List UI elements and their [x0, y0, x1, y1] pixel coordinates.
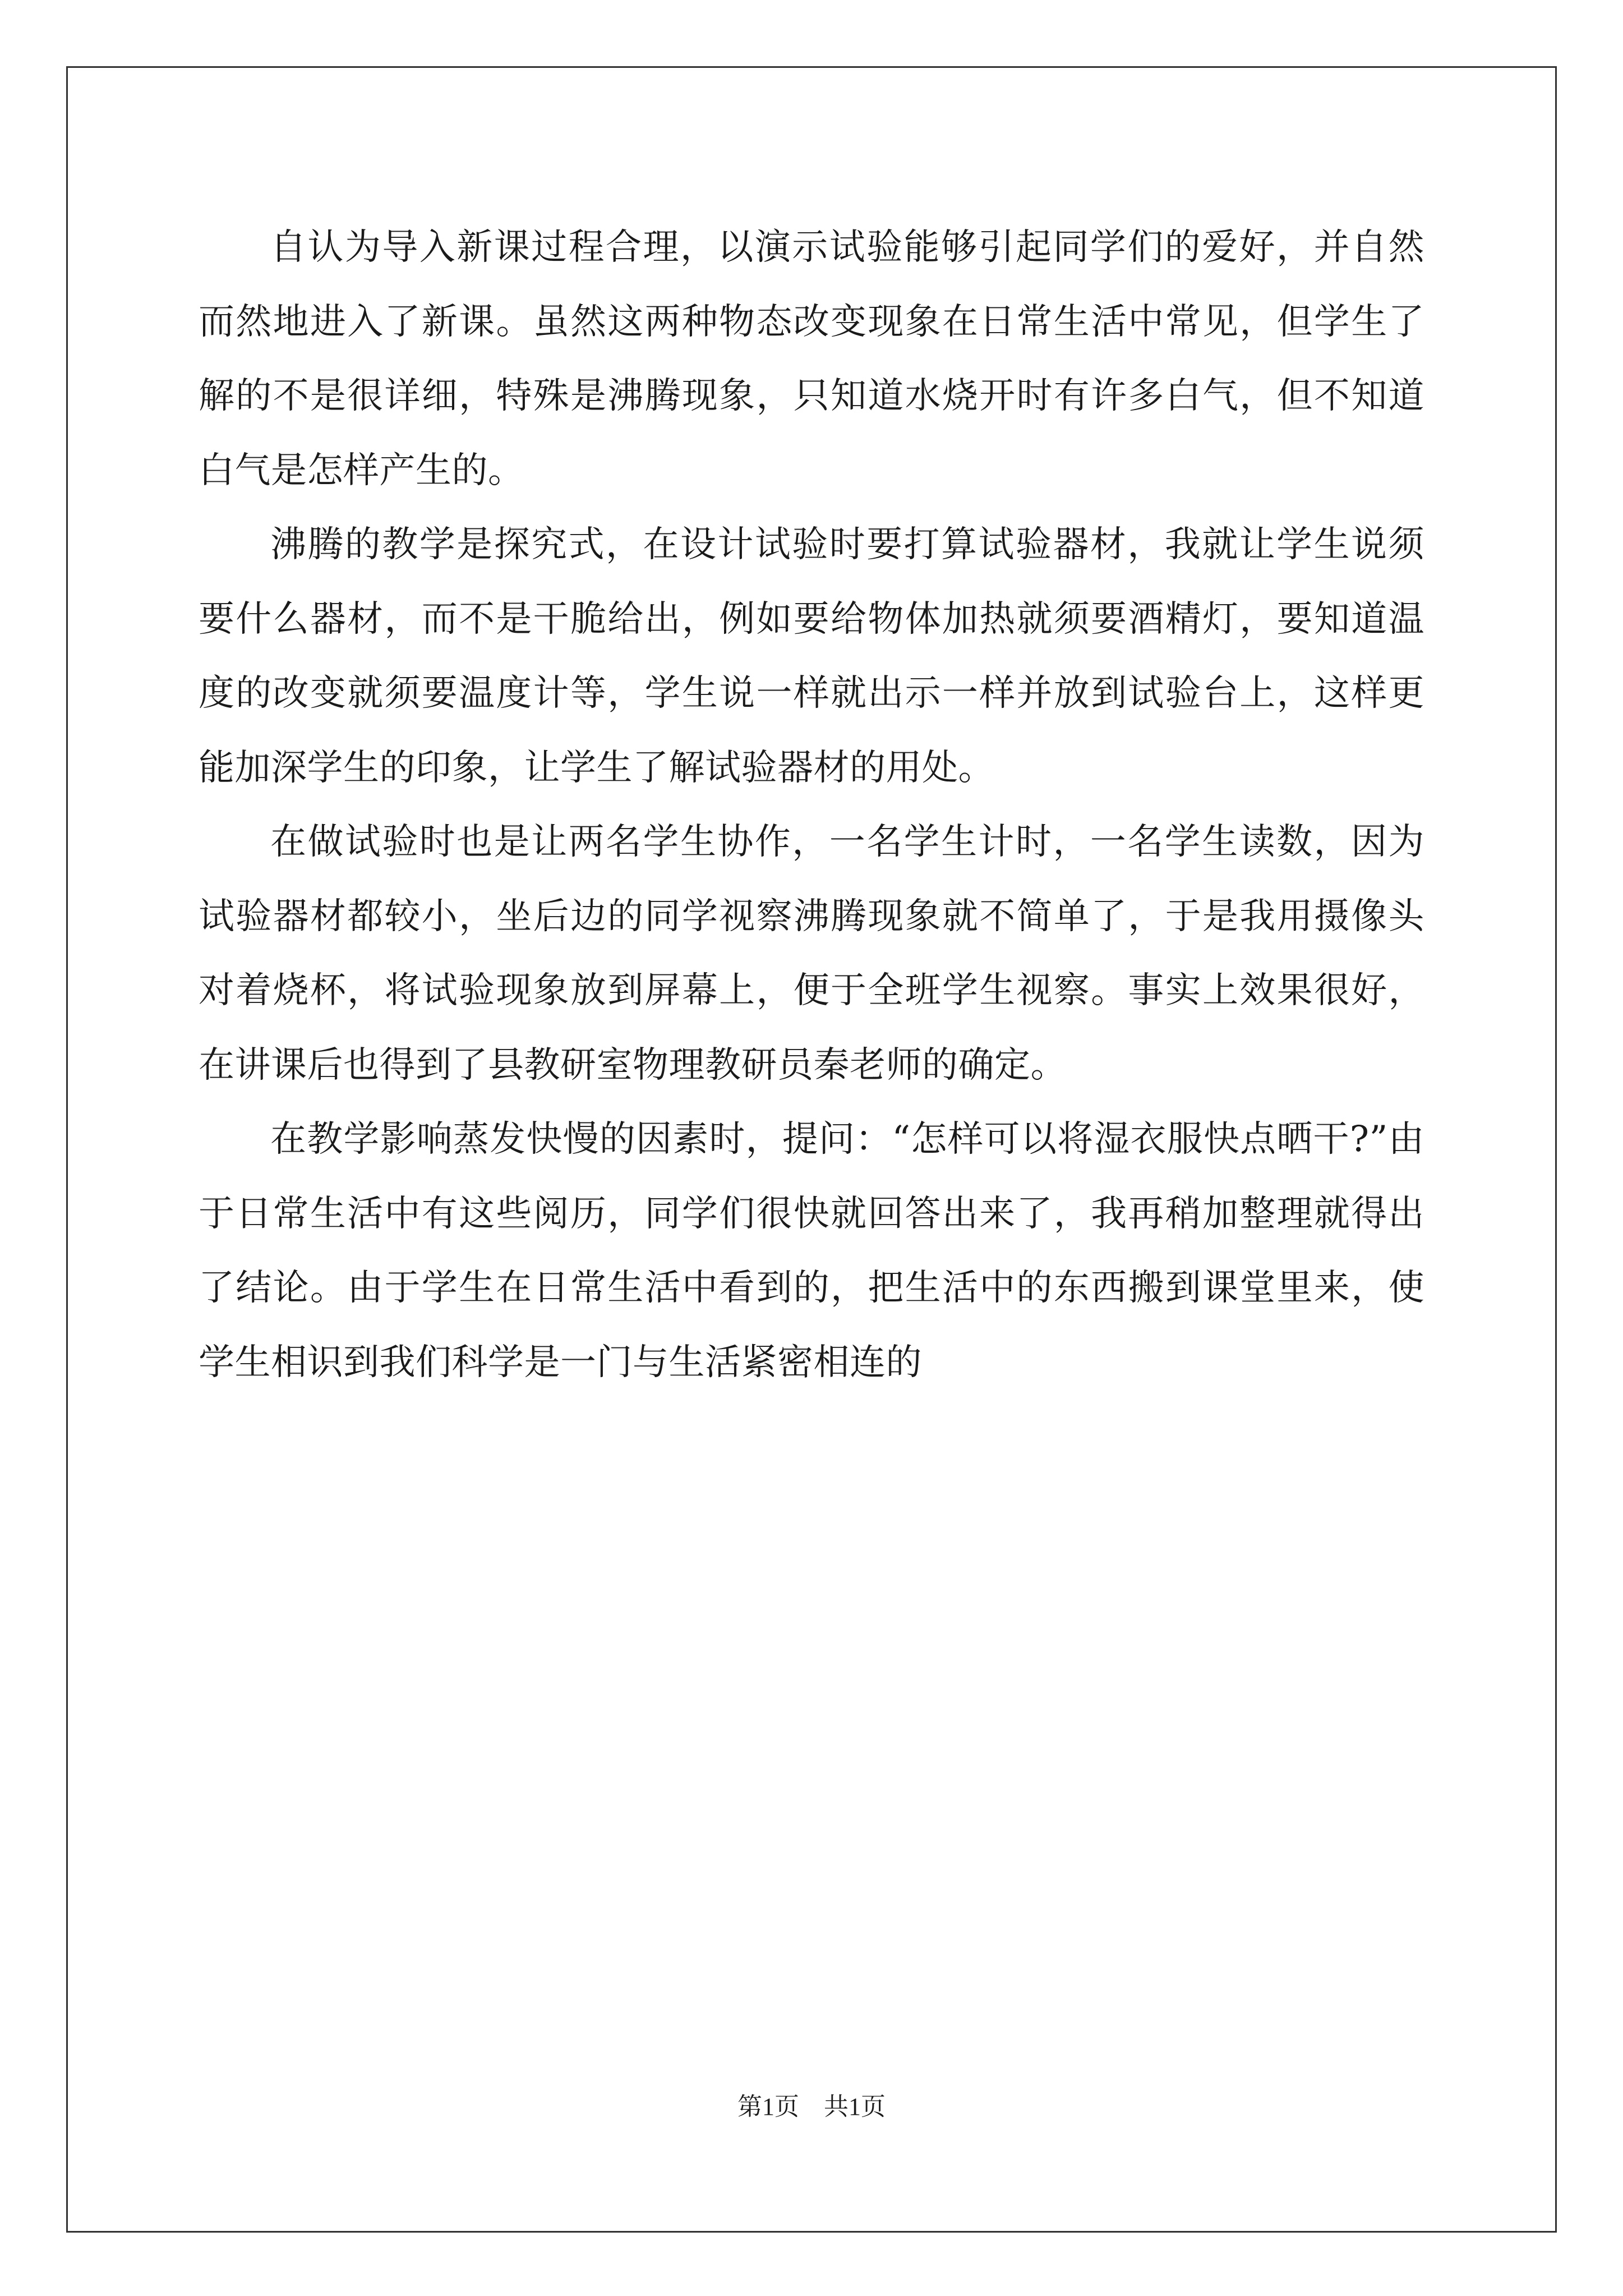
paragraph: 自认为导入新课过程合理，以演示试验能够引起同学们的爱好，并自然而然地进入了新课。虽然这两种物态改变现象在日常生活中常见，但学生了解的不是很详细，特殊是沸腾现象，只知道水烧开时有许多白气，但不知道白气是怎样产生的。: [199, 227, 1424, 491]
paragraph: 沸腾的教学是探究式，在设计试验时要打算试验器材，我就让学生说须要什么器材，而不是干脆给出，例如要给物体加热就须要酒精灯，要知道温度的改变就须要温度计等，学生说一样就出示一样并放到试验台上，这样更能加深学生的印象，让学生了解试验器材的用处。: [199, 524, 1424, 789]
page-footer: 第1页 共1页: [737, 2093, 886, 2120]
document-body: [199, 210, 1424, 1400]
paragraph: 在做试验时也是让两名学生协作，一名学生计时，一名学生读数，因为试验器材都较小，坐后边的同学视察沸腾现象就不简单了，于是我用摄像头对着烧杯，将试验现象放到屏幕上，便于全班学生视察。事实上效果很好，在讲课后也得到了县教研室物理教研员秦老师的确定。: [199, 821, 1424, 1086]
paragraph: 在教学影响蒸发快慢的因素时，提问：“怎样可以将湿衣服快点晒干?”由于日常生活中有这些阅历，同学们很快就回答出来了，我再稍加整理就得出了结论。由于学生在日常生活中看到的，把生活中的东西搬到课堂里来，使学生相识到我们科学是一门与生活紧密相连的: [199, 1119, 1424, 1383]
